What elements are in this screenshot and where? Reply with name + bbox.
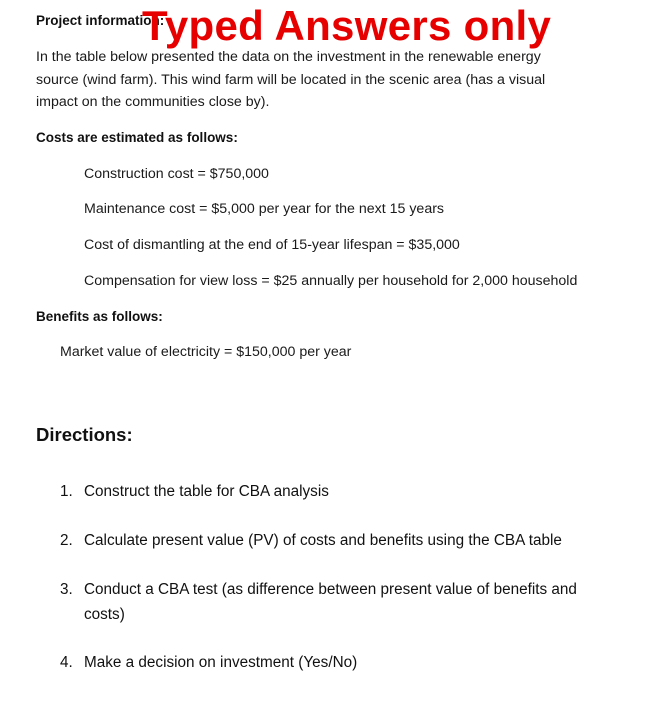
direction-text-continued: costs) xyxy=(84,606,125,623)
intro-line: source (wind farm). This wind farm will be located in the scenic area (has a visual xyxy=(36,71,546,88)
direction-text: Make a decision on investment (Yes/No) xyxy=(84,654,358,671)
benefits-heading: Benefits as follows: xyxy=(36,309,163,324)
direction-item-3 xyxy=(60,577,640,627)
cost-item-construction: Construction cost = $750,000 xyxy=(84,166,269,182)
benefit-item-electricity: Market value of electricity = $150,000 per year xyxy=(60,344,352,360)
direction-number: 1. xyxy=(60,483,73,500)
cost-item-maintenance: Maintenance cost = $5,000 per year for the next 15 years xyxy=(84,201,445,217)
intro-paragraph xyxy=(36,46,545,114)
direction-item-2 xyxy=(60,528,640,553)
direction-item-4 xyxy=(60,650,640,675)
intro-line: impact on the communities close by). xyxy=(36,94,270,110)
direction-text: Calculate present value (PV) of costs and benefits using the CBA table xyxy=(84,532,562,549)
direction-number: 4. xyxy=(60,654,73,671)
direction-item-1 xyxy=(60,479,640,504)
typed-answers-overlay: Typed Answers only xyxy=(142,2,552,49)
direction-number: 2. xyxy=(60,532,73,549)
cost-item-dismantling: Cost of dismantling at the end of 15-year lifespan = $35,000 xyxy=(84,237,460,253)
direction-text: Construct the table for CBA analysis xyxy=(84,483,329,500)
intro-line: In the table below presented the data on the investment in the renewable energy xyxy=(36,49,541,65)
project-info-heading: Project information: xyxy=(36,13,165,28)
cost-item-compensation: Compensation for view loss = $25 annually per household for 2,000 household xyxy=(84,273,578,289)
directions-heading: Directions: xyxy=(36,424,133,445)
direction-number: 3. xyxy=(60,581,73,598)
direction-text: Conduct a CBA test (as difference between present value of benefits and xyxy=(84,581,577,598)
costs-heading: Costs are estimated as follows: xyxy=(36,130,238,145)
